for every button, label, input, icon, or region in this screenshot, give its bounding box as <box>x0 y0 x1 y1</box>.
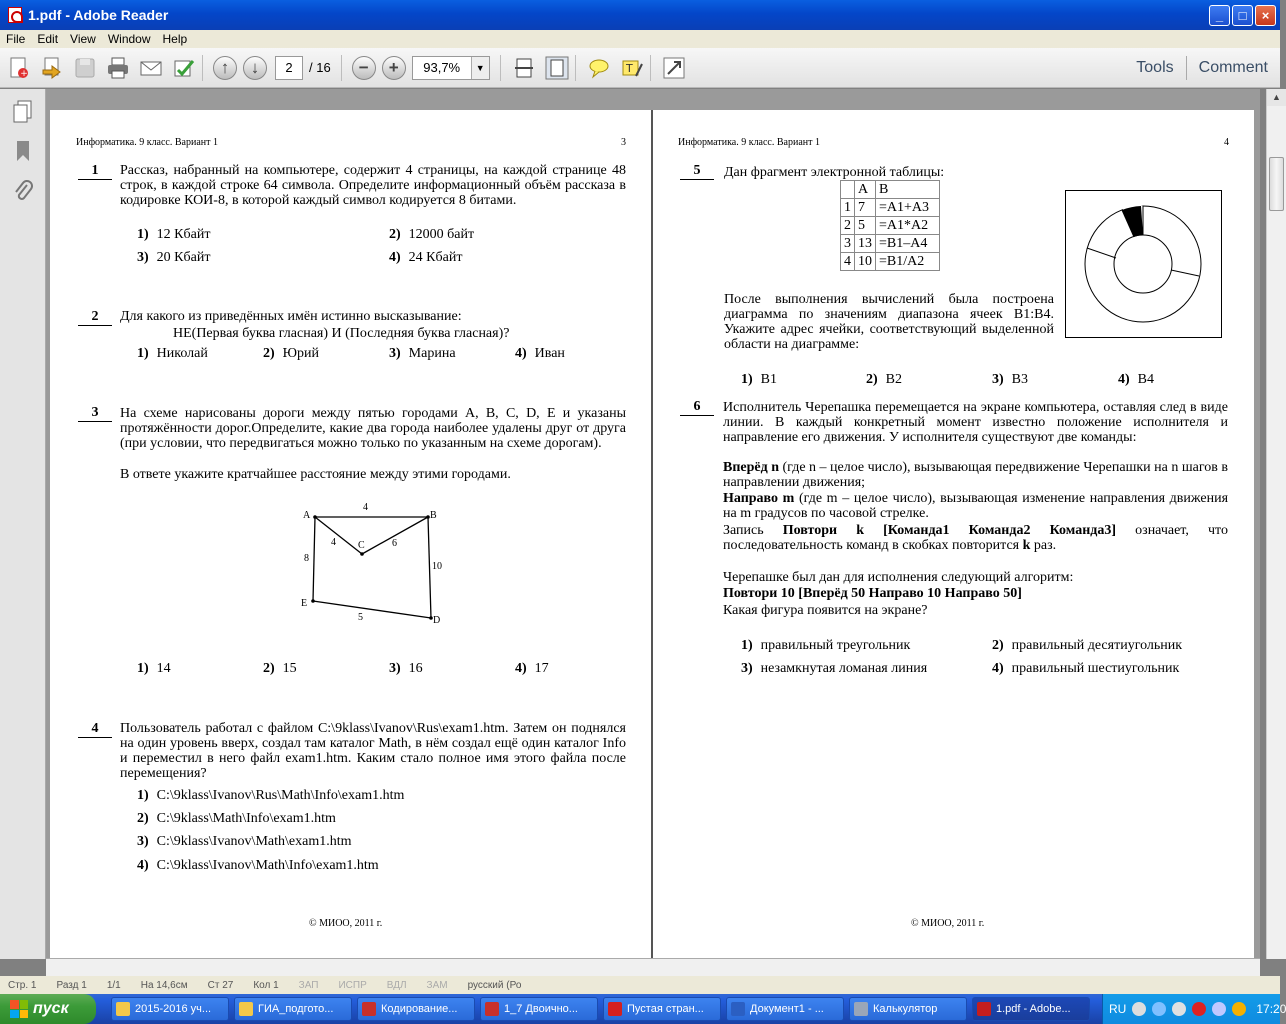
answer-option: 1) Николай <box>137 346 208 361</box>
taskbar-button-label: Пустая стран... <box>627 1003 704 1015</box>
toolbar-separator <box>341 55 342 81</box>
page-footer: © МИОО, 2011 г. <box>309 918 383 929</box>
question-text: После выполнения вычислений была построена диаграмма по значениям диапазона ячеек B1:B4. Укажите адрес ячейки, соответствующий выделенной области на диаграмме: <box>724 292 1054 352</box>
svg-text:T: T <box>625 61 633 75</box>
scroll-thumb[interactable] <box>1269 157 1284 211</box>
question-text: Дан фрагмент электронной таблицы: <box>724 165 945 180</box>
menu-edit[interactable]: Edit <box>37 32 59 46</box>
tools-pane-button[interactable]: Tools <box>1136 59 1174 76</box>
open-icon[interactable] <box>38 54 66 82</box>
taskbar-button[interactable] <box>849 997 967 1021</box>
node-label: B <box>430 510 437 521</box>
fit-page-icon[interactable] <box>543 54 571 82</box>
answer-option: 2) C:\9klass\Math\Info\exam1.htm <box>137 811 336 826</box>
app-icon <box>854 1002 868 1016</box>
page-header: Информатика. 9 класс. Вариант 1 <box>678 137 820 148</box>
bookmarks-icon[interactable] <box>11 139 35 163</box>
full-screen-icon[interactable] <box>660 54 688 82</box>
app-icon <box>977 1002 991 1016</box>
question-number: 2 <box>78 308 112 326</box>
app-icon <box>116 1002 130 1016</box>
start-button[interactable]: пуск <box>0 994 96 1024</box>
print-icon[interactable] <box>104 54 132 82</box>
attachments-icon[interactable] <box>11 179 35 203</box>
taskbar-button[interactable] <box>234 997 352 1021</box>
chevron-down-icon[interactable]: ▼ <box>471 57 489 79</box>
save-icon <box>71 54 99 82</box>
taskbar-button[interactable] <box>357 997 475 1021</box>
answer-option: 1) правильный треугольник <box>741 638 911 653</box>
question-number: 3 <box>78 404 112 422</box>
navigation-pane <box>0 89 46 959</box>
answer-option: 4) B4 <box>1118 372 1155 387</box>
page-total: / 16 <box>309 60 331 75</box>
tray-icon[interactable] <box>1192 1002 1206 1016</box>
question-number: 5 <box>680 162 714 180</box>
page-number-input[interactable]: 2 <box>275 56 303 80</box>
node-label: D <box>433 615 441 626</box>
toolbar <box>0 48 1280 88</box>
answer-option: 3) 16 <box>389 661 423 676</box>
answer-option: 4) 17 <box>515 661 549 676</box>
zoom-select[interactable] <box>412 56 490 80</box>
question-text: Исполнитель Черепашка перемещается на экране компьютера, оставляя след в виде линии. В каждый конкретный момент известно положение исполнителя и направление его движения. У исполнителя существуют две команды: <box>723 400 1228 445</box>
answer-option: 4) 24 Кбайт <box>389 250 463 265</box>
taskbar-button-label: 2015-2016 уч... <box>135 1003 212 1015</box>
toolbar-separator <box>650 55 651 81</box>
toolbar-separator <box>500 55 501 81</box>
taskbar-button[interactable] <box>111 997 229 1021</box>
answer-option: 4) C:\9klass\Ivanov\Math\Info\exam1.htm <box>137 858 379 873</box>
page-footer: © МИОО, 2011 г. <box>911 918 985 929</box>
minimize-button[interactable]: _ <box>1209 5 1230 26</box>
taskbar-button[interactable] <box>603 997 721 1021</box>
answer-option: 1) C:\9klass\Ivanov\Rus\Math\Info\exam1.htm <box>137 788 405 803</box>
donut-chart <box>1065 190 1222 338</box>
node-label: E <box>301 598 308 609</box>
page-thumbnails-icon[interactable] <box>11 99 35 123</box>
repeat-description: Запись Повтори k [Команда1 Команда2 Команда3] означает, что последовательность команд в скобках повторится k раз. <box>723 523 1228 553</box>
question-text: Пользователь работал с файлом C:\9klass\Ivanov\Rus\exam1.htm. Затем он поднялся на один уровень вверх, создал там каталог Math, в нём создал ещё один каталог Info и переместил в него файл exam1.htm. Каким стало полное имя этого файла после перемещения? <box>120 721 626 781</box>
tray-icon[interactable] <box>1172 1002 1186 1016</box>
edge-label: 5 <box>358 612 363 623</box>
algorithm: Повтори 10 [Вперёд 50 Направо 10 Направо 50] <box>723 586 1022 601</box>
answer-option: 4) Иван <box>515 346 565 361</box>
edge-label: 8 <box>304 553 309 564</box>
maximize-button[interactable]: □ <box>1232 5 1253 26</box>
fit-width-icon[interactable] <box>510 54 538 82</box>
tray-icon[interactable] <box>1132 1002 1146 1016</box>
answer-option: 2) B2 <box>866 372 903 387</box>
question-expression: НЕ(Первая буква гласная) И (Последняя буква гласная)? <box>173 326 510 341</box>
page-number: 3 <box>621 137 626 148</box>
node-label: C <box>358 540 365 551</box>
clock: 17:20 <box>1256 1002 1286 1016</box>
spreadsheet-fragment: A B 1 7 =A1+A3 2 5 =A1*A2 3 13 =B1–A4 4 10 =B1/A2 <box>840 180 940 271</box>
language-indicator[interactable]: RU <box>1109 1002 1127 1016</box>
question-number: 1 <box>78 162 112 180</box>
tray-icon[interactable] <box>1152 1002 1166 1016</box>
taskbar <box>0 994 1286 1024</box>
answer-option: 3) C:\9klass\Ivanov\Math\exam1.htm <box>137 834 352 849</box>
question-text: Рассказ, набранный на компьютере, содержит 4 страницы, на каждой странице 48 строк, в каждой строке 64 символа. Определите информационный объём рассказа в кодировке КОИ-8, в которой каждый символ кодируется 8 битами. <box>120 163 626 208</box>
question-number: 6 <box>680 398 714 416</box>
scroll-up-icon[interactable]: ▲ <box>1267 89 1286 106</box>
taskbar-button-label: 1.pdf - Adobe... <box>996 1003 1071 1015</box>
pdf-page-3 <box>50 110 652 958</box>
question-text: Черепашке был дан для исполнения следующий алгоритм: <box>723 570 1074 585</box>
question-text: Какая фигура появится на экране? <box>723 603 928 618</box>
app-icon <box>608 1002 622 1016</box>
page-header: Информатика. 9 класс. Вариант 1 <box>76 137 218 148</box>
question-number: 4 <box>78 720 112 738</box>
answer-option: 3) Марина <box>389 346 456 361</box>
next-page-icon[interactable]: ↓ <box>243 56 267 80</box>
answer-option: 2) 12000 байт <box>389 227 475 242</box>
edge-label: 6 <box>392 538 397 549</box>
create-pdf-icon[interactable] <box>5 54 33 82</box>
answer-option: 2) 15 <box>263 661 297 676</box>
question-text: На схеме нарисованы дороги между пятью городами A, B, C, D, E и указаны протяжённости дорог.Определите, какие два города наиболее удалены друг от друга (при условии, что передвигаться можно только по указанным на схеме дорогам). <box>120 406 626 451</box>
system-tray <box>1102 994 1286 1024</box>
zoom-out-button[interactable]: − <box>352 56 376 80</box>
pdf-page-4 <box>652 110 1254 958</box>
horizontal-scrollbar[interactable] <box>46 958 1260 976</box>
app-icon <box>239 1002 253 1016</box>
answer-option: 1) 12 Кбайт <box>137 227 211 242</box>
toolbar-separator <box>202 55 203 81</box>
answer-option: 1) B1 <box>741 372 778 387</box>
status-bar: Стр. 1 Разд 1 1/1 На 14,6см Ст 27 Кол 1 ЗАП ИСПР ВДЛ ЗАМ русский (Ро <box>0 976 1280 994</box>
tray-icon[interactable] <box>1212 1002 1226 1016</box>
taskbar-button-label: ГИА_подгото... <box>258 1003 334 1015</box>
menu-window[interactable]: Window <box>107 32 151 46</box>
edge-label: 4 <box>363 502 368 513</box>
taskbar-button[interactable] <box>480 997 598 1021</box>
windows-logo-icon <box>10 1000 28 1018</box>
menu-bar <box>0 30 1280 48</box>
adobe-reader-icon <box>8 7 22 23</box>
edge-label: 4 <box>331 537 336 548</box>
answer-option: 3) B3 <box>992 372 1029 387</box>
taskbar-button-label: Калькулятор <box>873 1003 938 1015</box>
tray-icon[interactable] <box>1232 1002 1246 1016</box>
node-label: A <box>303 510 311 521</box>
taskbar-button-label: Кодирование... <box>381 1003 458 1015</box>
zoom-value: 93,7% <box>423 60 461 75</box>
answer-option: 2) правильный десятиугольник <box>992 638 1183 653</box>
answer-option: 1) 14 <box>137 661 171 676</box>
answer-option: 2) Юрий <box>263 346 320 361</box>
answer-option: 3) 20 Кбайт <box>137 250 211 265</box>
window-title: 1.pdf - Adobe Reader <box>28 7 169 23</box>
edge-label: 10 <box>432 561 442 572</box>
title-bar <box>0 0 1280 30</box>
taskbar-button[interactable] <box>972 997 1090 1021</box>
answer-option: 3) незамкнутая ломаная линия <box>741 661 928 676</box>
close-button[interactable]: × <box>1255 5 1276 26</box>
question-text: В ответе укажите кратчайшее расстояние между этими городами. <box>120 467 511 482</box>
highlight-icon[interactable] <box>618 54 646 82</box>
answer-option: 4) правильный шестиугольник <box>992 661 1180 676</box>
comment-pane-button[interactable]: Comment <box>1198 59 1268 76</box>
email-icon[interactable] <box>137 54 165 82</box>
command-description: Вперёд n (где n – целое число), вызывающая передвижение Черепашки на n шагов в направлении движения; <box>723 460 1228 490</box>
comment-note-icon[interactable] <box>585 54 613 82</box>
menu-help[interactable]: Help <box>162 32 188 46</box>
vertical-scrollbar[interactable] <box>1266 89 1286 959</box>
app-icon <box>485 1002 499 1016</box>
taskbar-button-label: Документ1 - ... <box>750 1003 824 1015</box>
question-text: Для какого из приведённых имён истинно высказывание: <box>120 309 462 324</box>
taskbar-button-label: 1_7 Двоично... <box>504 1003 578 1015</box>
toolbar-separator <box>575 55 576 81</box>
app-icon <box>731 1002 745 1016</box>
zoom-in-button[interactable]: + <box>382 56 406 80</box>
menu-file[interactable]: File <box>6 32 26 46</box>
svg-text:+: + <box>20 68 28 79</box>
command-description: Направо m (где m – целое число), вызывающая изменение направления движения на m градусов по часовой стрелке. <box>723 491 1229 521</box>
page-number: 4 <box>1224 137 1229 148</box>
roads-diagram <box>295 495 455 630</box>
taskbar-button[interactable] <box>726 997 844 1021</box>
app-icon <box>362 1002 376 1016</box>
previous-page-icon[interactable]: ↑ <box>213 56 237 80</box>
sign-icon[interactable] <box>170 54 198 82</box>
menu-view[interactable]: View <box>70 32 96 46</box>
